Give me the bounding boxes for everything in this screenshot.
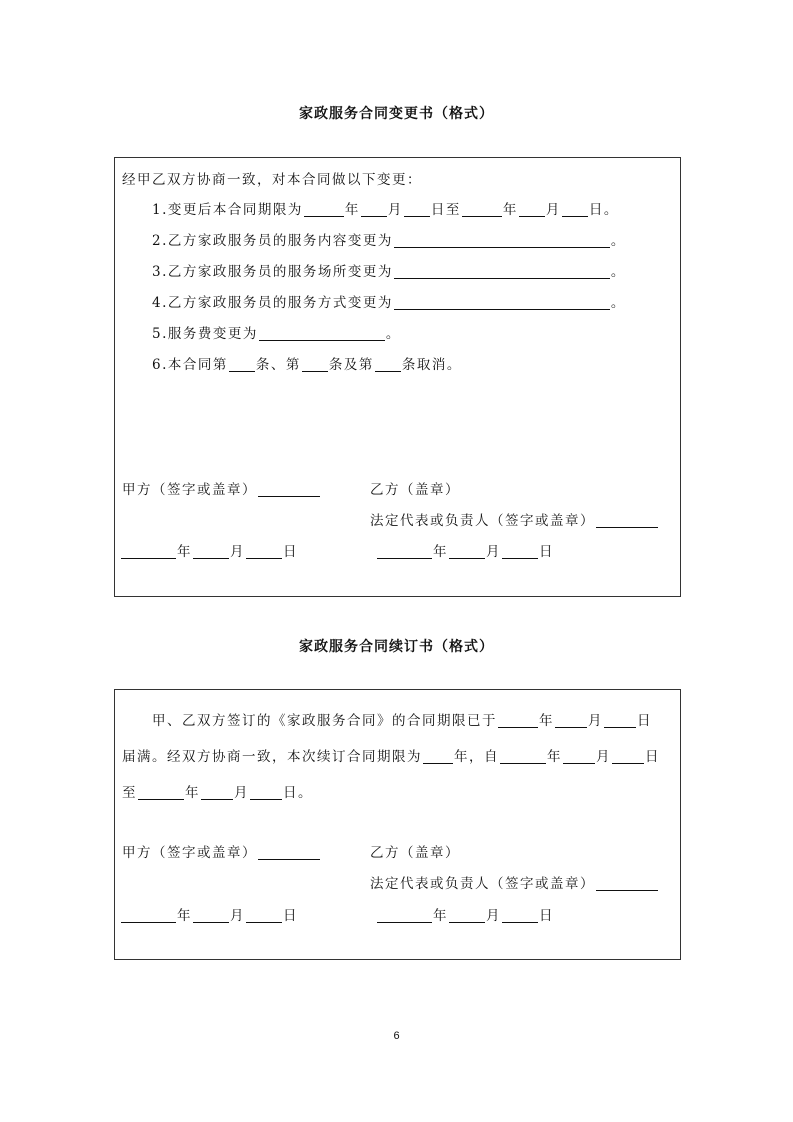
- item4-text: 4.乙方家政服务员的服务方式变更为: [152, 295, 393, 311]
- blank[interactable]: [377, 544, 432, 559]
- signature-blank[interactable]: [596, 876, 658, 891]
- change-party-a: [122, 478, 321, 498]
- item1-text: 1.变更后本合同期限为: [152, 202, 303, 218]
- item2-text: 2.乙方家政服务员的服务内容变更为: [152, 233, 393, 249]
- renewal-date-a: [120, 904, 298, 924]
- year-label: 年: [547, 749, 562, 765]
- blank[interactable]: [121, 908, 176, 923]
- change-legal-rep: [370, 509, 659, 529]
- renewal-form-title: 家政服务合同续订书（格式）: [299, 639, 494, 655]
- year-label: 年: [539, 713, 554, 729]
- blank[interactable]: [555, 713, 587, 728]
- change-item-1: [152, 198, 619, 218]
- item3-text: 3.乙方家政服务员的服务场所变更为: [152, 264, 393, 280]
- change-date-a: [120, 540, 298, 560]
- renewal-party-a: [122, 841, 321, 861]
- year-label: 年: [177, 908, 192, 924]
- renewal-line-2: [122, 745, 660, 765]
- period: 。: [610, 233, 626, 249]
- party-a-label: 甲方（签字或盖章）: [122, 482, 257, 498]
- change-form-box: [114, 157, 681, 597]
- year-label: 年: [502, 202, 518, 218]
- blank[interactable]: [500, 749, 546, 764]
- day-label: 日: [637, 713, 652, 729]
- period: 。: [610, 295, 626, 311]
- blank[interactable]: [502, 544, 538, 559]
- item6-text: 6.本合同第: [152, 357, 228, 373]
- item6-text: 条、第: [255, 357, 301, 373]
- year-label: 年: [344, 202, 360, 218]
- blank[interactable]: [138, 785, 184, 800]
- day-to-label: 日至: [430, 202, 461, 218]
- day-label: 日。: [588, 202, 619, 218]
- legal-rep-label: 法定代表或负责人（签字或盖章）: [370, 513, 595, 529]
- blank[interactable]: [302, 357, 328, 372]
- renewal-line-1: [152, 709, 652, 729]
- month-label: 月: [545, 202, 561, 218]
- blank[interactable]: [229, 357, 255, 372]
- blank[interactable]: [201, 785, 233, 800]
- blank[interactable]: [193, 544, 229, 559]
- signature-blank[interactable]: [258, 845, 320, 860]
- blank[interactable]: [375, 357, 401, 372]
- renewal-text: 年，自: [454, 749, 499, 765]
- blank[interactable]: [246, 908, 282, 923]
- signature-blank[interactable]: [258, 482, 320, 497]
- blank[interactable]: [604, 713, 636, 728]
- signature-blank[interactable]: [596, 513, 658, 528]
- change-item-2: [152, 229, 626, 249]
- month-label: 月: [234, 785, 249, 801]
- year-label: 年: [177, 544, 192, 560]
- blank[interactable]: [193, 908, 229, 923]
- blank[interactable]: [246, 544, 282, 559]
- change-intro: 经甲乙双方协商一致，对本合同做以下变更：: [122, 172, 422, 188]
- item5-text: 5.服务费变更为: [152, 326, 258, 342]
- day-label: 日: [283, 544, 298, 560]
- period: 。: [610, 264, 626, 280]
- renewal-text: 甲、乙双方签订的《家政服务合同》的合同期限已于: [152, 713, 497, 729]
- blank[interactable]: [462, 202, 502, 217]
- change-item-5: [152, 322, 401, 342]
- blank[interactable]: [423, 749, 453, 764]
- blank[interactable]: [502, 908, 538, 923]
- change-item-6: [152, 353, 462, 373]
- blank[interactable]: [562, 202, 588, 217]
- year-label: 年: [433, 908, 448, 924]
- blank[interactable]: [519, 202, 545, 217]
- blank[interactable]: [377, 908, 432, 923]
- change-item-3: [152, 260, 626, 280]
- month-label: 月: [588, 713, 603, 729]
- day-label: 日: [539, 908, 554, 924]
- renewal-date-b: [376, 904, 554, 924]
- day-label: 日: [645, 749, 660, 765]
- blank[interactable]: [250, 785, 282, 800]
- year-label: 年: [185, 785, 200, 801]
- month-label: 月: [230, 544, 245, 560]
- month-label: 月: [387, 202, 403, 218]
- year-label: 年: [433, 544, 448, 560]
- month-label: 月: [230, 908, 245, 924]
- party-a-label: 甲方（签字或盖章）: [122, 845, 257, 861]
- renewal-text: 届满。经双方协商一致，本次续订合同期限为: [122, 749, 422, 765]
- change-date-b: [376, 540, 554, 560]
- item6-text: 条取消。: [401, 357, 462, 373]
- page-number: 6: [393, 1030, 400, 1042]
- renewal-legal-rep: [370, 872, 659, 892]
- blank[interactable]: [304, 202, 344, 217]
- month-label: 月: [486, 544, 501, 560]
- renewal-text: 至: [122, 785, 137, 801]
- renewal-party-b: 乙方（盖章）: [370, 845, 460, 861]
- blank[interactable]: [498, 713, 538, 728]
- item6-text: 条及第: [328, 357, 374, 373]
- day-label: 日: [539, 544, 554, 560]
- change-party-b: 乙方（盖章）: [370, 482, 460, 498]
- blank[interactable]: [404, 202, 430, 217]
- change-item-4: [152, 291, 626, 311]
- blank[interactable]: [449, 544, 485, 559]
- blank[interactable]: [612, 749, 644, 764]
- legal-rep-label: 法定代表或负责人（签字或盖章）: [370, 876, 595, 892]
- renewal-line-3: [122, 781, 313, 801]
- blank[interactable]: [121, 544, 176, 559]
- day-label: 日。: [283, 785, 313, 801]
- month-label: 月: [486, 908, 501, 924]
- month-label: 月: [596, 749, 611, 765]
- change-form-title: 家政服务合同变更书（格式）: [299, 106, 494, 122]
- blank[interactable]: [394, 295, 610, 310]
- period: 。: [385, 326, 401, 342]
- day-label: 日: [283, 908, 298, 924]
- blank[interactable]: [361, 202, 387, 217]
- blank[interactable]: [394, 233, 610, 248]
- blank[interactable]: [394, 264, 610, 279]
- blank[interactable]: [449, 908, 485, 923]
- blank[interactable]: [563, 749, 595, 764]
- blank[interactable]: [259, 326, 385, 341]
